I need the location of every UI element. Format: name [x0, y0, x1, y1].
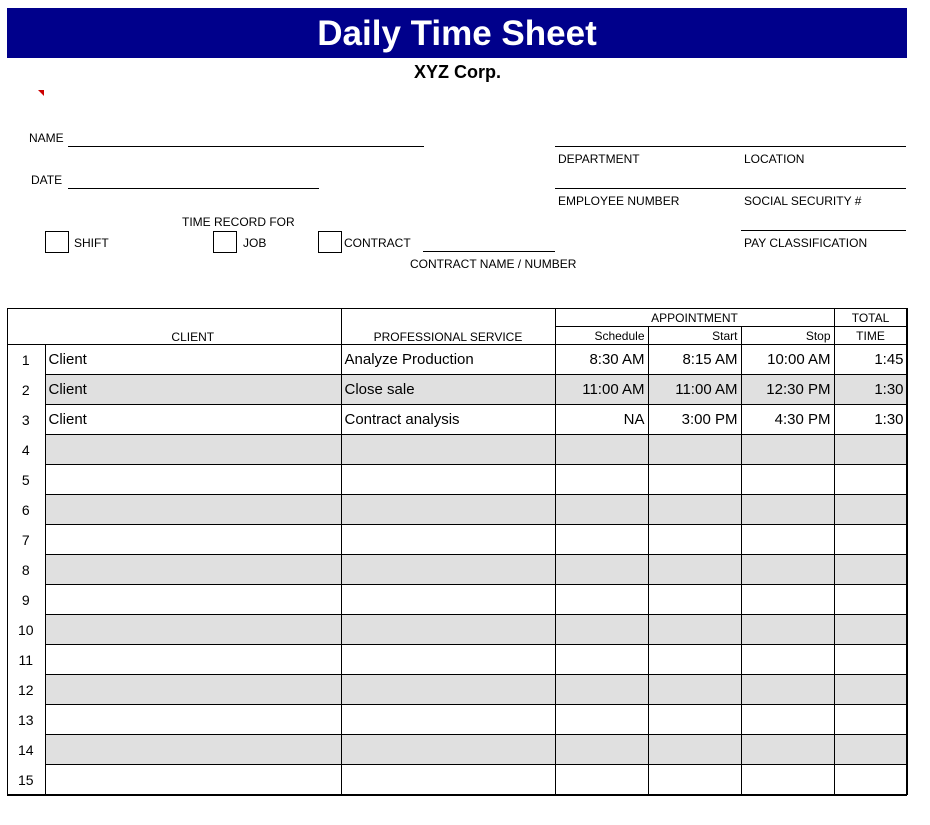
client-header: CLIENT [45, 309, 341, 345]
row-number: 1 [7, 345, 45, 375]
page-title: Daily Time Sheet [7, 8, 907, 58]
row-number: 10 [7, 615, 45, 645]
total-cell[interactable] [834, 705, 907, 735]
total-cell[interactable] [834, 465, 907, 495]
table-row [7, 435, 907, 465]
row-number: 11 [7, 645, 45, 675]
service-cell[interactable] [341, 735, 555, 765]
stop-cell[interactable] [741, 495, 834, 525]
shift-label: SHIFT [74, 236, 109, 250]
schedule-cell[interactable] [555, 555, 648, 585]
service-cell[interactable] [341, 765, 555, 795]
contract-label: CONTRACT [344, 236, 411, 250]
table-row [7, 345, 907, 375]
table-bottom-rule [7, 794, 907, 796]
total-header: TOTAL [834, 309, 907, 327]
schedule-cell[interactable]: 11:00 AM [555, 375, 648, 405]
table-row [7, 735, 907, 765]
service-cell[interactable]: Contract analysis [341, 405, 555, 435]
start-cell[interactable]: 3:00 PM [648, 405, 741, 435]
client-cell[interactable] [45, 675, 341, 705]
stop-cell[interactable] [741, 645, 834, 675]
client-cell[interactable] [45, 465, 341, 495]
date-field[interactable] [68, 188, 319, 189]
contract-checkbox[interactable] [318, 231, 342, 253]
row-number: 13 [7, 705, 45, 735]
stop-cell[interactable] [741, 615, 834, 645]
row-number: 3 [7, 405, 45, 435]
client-cell[interactable] [45, 765, 341, 795]
total-cell[interactable] [834, 675, 907, 705]
schedule-cell[interactable] [555, 675, 648, 705]
stop-cell[interactable] [741, 585, 834, 615]
client-cell[interactable]: Client [45, 375, 341, 405]
start-cell[interactable] [648, 465, 741, 495]
start-cell[interactable]: 8:15 AM [648, 345, 741, 375]
contract-name-field[interactable] [423, 251, 555, 252]
contract-name-label: CONTRACT NAME / NUMBER [410, 257, 577, 271]
time-table [7, 308, 908, 795]
total-cell[interactable]: 1:45 [834, 345, 907, 375]
row-number: 4 [7, 435, 45, 465]
total-cell[interactable] [834, 435, 907, 465]
table-row [7, 495, 907, 525]
total-cell[interactable] [834, 585, 907, 615]
table-row [7, 525, 907, 555]
stop-cell[interactable] [741, 555, 834, 585]
start-cell[interactable] [648, 645, 741, 675]
schedule-cell[interactable] [555, 465, 648, 495]
service-header: PROFESSIONAL SERVICE [341, 309, 555, 345]
appointment-header: APPOINTMENT [555, 309, 834, 327]
row-number: 8 [7, 555, 45, 585]
employee-ssn-field[interactable] [555, 188, 906, 189]
client-cell[interactable] [45, 495, 341, 525]
row-number: 14 [7, 735, 45, 765]
schedule-cell[interactable] [555, 615, 648, 645]
stop-cell[interactable] [741, 675, 834, 705]
schedule-cell[interactable] [555, 525, 648, 555]
client-cell[interactable] [45, 615, 341, 645]
start-cell[interactable] [648, 705, 741, 735]
comment-indicator-icon[interactable] [38, 90, 44, 96]
stop-cell[interactable]: 12:30 PM [741, 375, 834, 405]
company-name: XYZ Corp. [413, 62, 501, 82]
row-number: 5 [7, 465, 45, 495]
client-cell[interactable]: Client [45, 345, 341, 375]
service-cell[interactable] [341, 615, 555, 645]
schedule-cell[interactable] [555, 735, 648, 765]
table-row [7, 705, 907, 735]
total-cell[interactable] [834, 525, 907, 555]
client-cell[interactable] [45, 585, 341, 615]
schedule-cell[interactable]: NA [555, 405, 648, 435]
service-cell[interactable] [341, 675, 555, 705]
table-row [7, 765, 907, 795]
shift-checkbox[interactable] [45, 231, 69, 253]
stop-cell[interactable] [741, 735, 834, 765]
department-location-field[interactable] [555, 146, 906, 147]
total-cell[interactable] [834, 615, 907, 645]
stop-header: Stop [741, 327, 834, 345]
service-cell[interactable] [341, 705, 555, 735]
schedule-cell[interactable] [555, 435, 648, 465]
total-cell[interactable]: 1:30 [834, 405, 907, 435]
time-record-for-label: TIME RECORD FOR [182, 215, 295, 229]
department-label: DEPARTMENT [558, 152, 640, 166]
pay-classification-label: PAY CLASSIFICATION [744, 236, 868, 250]
start-cell[interactable] [648, 765, 741, 795]
service-cell[interactable] [341, 495, 555, 525]
table-row [7, 405, 907, 435]
schedule-cell[interactable] [555, 495, 648, 525]
table-row [7, 675, 907, 705]
start-cell[interactable] [648, 585, 741, 615]
row-number: 2 [7, 375, 45, 405]
client-cell[interactable] [45, 555, 341, 585]
job-checkbox[interactable] [213, 231, 237, 253]
table-row [7, 645, 907, 675]
total-cell[interactable]: 1:30 [834, 375, 907, 405]
row-number: 7 [7, 525, 45, 555]
client-cell[interactable]: Client [45, 405, 341, 435]
service-cell[interactable] [341, 465, 555, 495]
start-cell[interactable] [648, 735, 741, 765]
total-cell[interactable] [834, 555, 907, 585]
stop-cell[interactable]: 4:30 PM [741, 405, 834, 435]
schedule-cell[interactable] [555, 645, 648, 675]
client-cell[interactable] [45, 435, 341, 465]
schedule-cell[interactable] [555, 585, 648, 615]
ssn-label: SOCIAL SECURITY # [744, 194, 862, 208]
schedule-header: Schedule [555, 327, 648, 345]
client-cell[interactable] [45, 705, 341, 735]
table-row [7, 585, 907, 615]
service-cell[interactable] [341, 645, 555, 675]
name-label: NAME [29, 131, 64, 145]
row-number: 15 [7, 765, 45, 795]
schedule-cell[interactable] [555, 765, 648, 795]
service-cell[interactable]: Close sale [341, 375, 555, 405]
row-number-header [7, 309, 45, 345]
client-cell[interactable] [45, 525, 341, 555]
schedule-cell[interactable]: 8:30 AM [555, 345, 648, 375]
start-cell[interactable] [648, 675, 741, 705]
stop-cell[interactable] [741, 705, 834, 735]
service-cell[interactable] [341, 585, 555, 615]
stop-cell[interactable] [741, 465, 834, 495]
total-cell[interactable] [834, 495, 907, 525]
total-cell[interactable] [834, 645, 907, 675]
pay-classification-field[interactable] [741, 230, 906, 231]
total-cell[interactable] [834, 735, 907, 765]
time-header: TIME [834, 327, 907, 345]
start-cell[interactable] [648, 435, 741, 465]
client-cell[interactable] [45, 645, 341, 675]
date-label: DATE [31, 173, 63, 187]
service-cell[interactable]: Analyze Production [341, 345, 555, 375]
start-cell[interactable] [648, 525, 741, 555]
table-row [7, 555, 907, 585]
client-cell[interactable] [45, 735, 341, 765]
start-cell[interactable]: 11:00 AM [648, 375, 741, 405]
schedule-cell[interactable] [555, 705, 648, 735]
table-row [7, 615, 907, 645]
row-number: 9 [7, 585, 45, 615]
table-row [7, 375, 907, 405]
service-cell[interactable] [341, 525, 555, 555]
stop-cell[interactable]: 10:00 AM [741, 345, 834, 375]
service-cell[interactable] [341, 435, 555, 465]
start-cell[interactable] [648, 495, 741, 525]
stop-cell[interactable] [741, 435, 834, 465]
stop-cell[interactable] [741, 765, 834, 795]
start-cell[interactable] [648, 615, 741, 645]
employee-number-label: EMPLOYEE NUMBER [558, 194, 680, 208]
job-label: JOB [243, 236, 267, 250]
stop-cell[interactable] [741, 525, 834, 555]
row-number: 6 [7, 495, 45, 525]
row-number: 12 [7, 675, 45, 705]
start-header: Start [648, 327, 741, 345]
name-field[interactable] [68, 146, 424, 147]
table-row [7, 465, 907, 495]
start-cell[interactable] [648, 555, 741, 585]
location-label: LOCATION [744, 152, 805, 166]
total-cell[interactable] [834, 765, 907, 795]
service-cell[interactable] [341, 555, 555, 585]
